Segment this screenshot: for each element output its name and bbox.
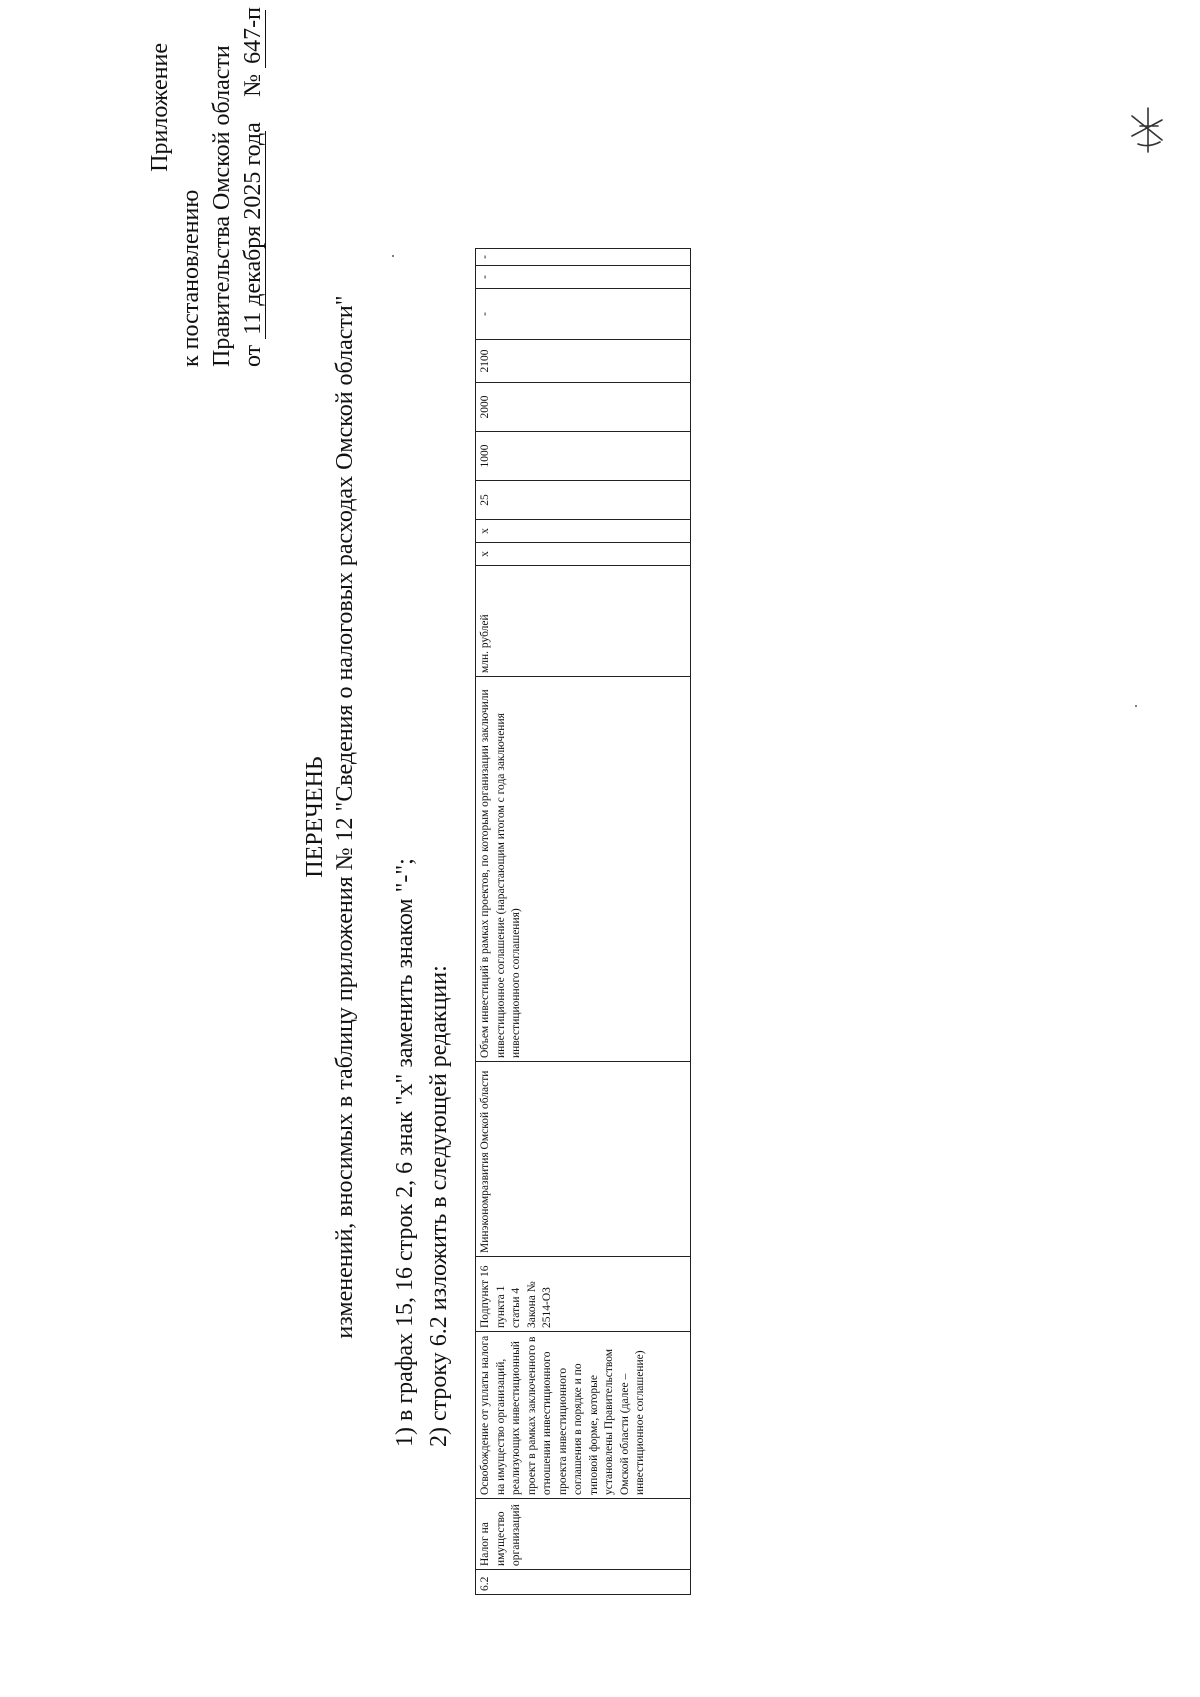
document-heading [300, 167, 360, 1467]
appendix-title: Приложение [147, 43, 173, 172]
change-items [388, 347, 456, 1447]
table-cell: 6.2 [476, 1570, 691, 1595]
scan-speck [392, 255, 394, 257]
table-cell: - [476, 289, 691, 340]
table-cell: х [476, 543, 691, 566]
table-cell: - [476, 266, 691, 289]
decree-date-line [238, 7, 269, 367]
table-cell: Налог на имущество организаций [476, 1499, 691, 1570]
table-cell: - [476, 249, 691, 266]
table-row [476, 249, 691, 1595]
change-item: 2) строку 6.2 изложить в следующей редакции: [426, 965, 452, 1447]
date-prefix: от [240, 344, 266, 367]
table-cell: 25 [476, 481, 691, 520]
number-prefix: № [240, 73, 266, 97]
table-cell: Объем инвестиций в рамках проектов, по которым организации заключили инвестиционное соглашение (нарастающим итогом с года заключения инвестиционного соглашения) [476, 677, 691, 1062]
document-subtitle: изменений, вносимых в таблицу приложения № 12 "Сведения о налоговых расходах Омской области" [332, 295, 358, 1339]
scan-speck [1135, 705, 1137, 707]
table-cell: 2100 [476, 340, 691, 383]
appendix-decree-ref: к постановлению Правительства Омской области [178, 45, 235, 367]
appendix-block [145, 7, 269, 367]
table-cell: 2000 [476, 383, 691, 432]
table-cell: Освобождение от уплаты налога на имущество организаций, реализующих инвестиционный проект в рамках заключенного в отношении инвестиционного проекта инвестиционного соглашения в порядке и по типовой форме, которые установлены Правительством Омской области (далее – инвестиционное соглашение) [476, 1332, 691, 1499]
table-cell: млн. рублей [476, 566, 691, 677]
changes-table [475, 248, 691, 1595]
table-cell: х [476, 520, 691, 543]
table-cell: Минэкономразвития Омской области [476, 1062, 691, 1257]
table-cell: 1000 [476, 432, 691, 481]
document-title: ПЕРЕЧЕНЬ [302, 756, 328, 878]
table-cell: Подпункт 16 пункта 1 статьи 4 Закона № 2514-ОЗ [476, 1257, 691, 1332]
change-item: 1) в графах 15, 16 строк 2, 6 знак "х" заменить знаком "-"; [392, 858, 418, 1447]
page-number-stamp [1118, 100, 1178, 160]
decree-number: 647-п [241, 10, 266, 68]
decree-date: 11 декабря 2025 года [241, 131, 266, 339]
